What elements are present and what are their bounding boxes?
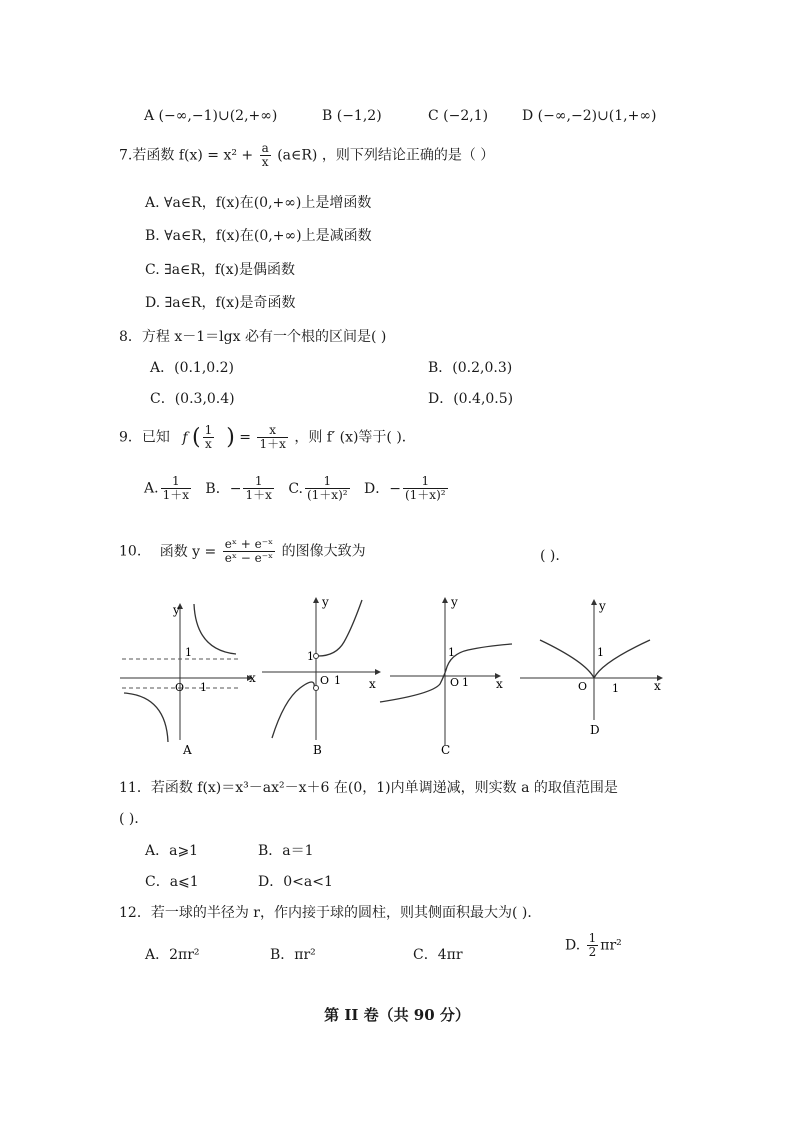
q9-opt-d-label: D．− bbox=[364, 480, 401, 497]
q10-fraction bbox=[223, 538, 275, 565]
graph-d-curve-left bbox=[540, 640, 594, 678]
graph-d bbox=[520, 599, 662, 737]
q9-opt-d-den: (1＋x)² bbox=[404, 488, 446, 503]
graph-c bbox=[380, 595, 512, 757]
q12-opt-d-suffix: πr² bbox=[600, 937, 622, 954]
q11-option-b: B．a＝1 bbox=[258, 843, 314, 859]
q9-rhs-fraction bbox=[257, 424, 287, 451]
q9-opt-b-frac bbox=[243, 475, 273, 502]
q9-opt-c-num: 1 bbox=[305, 475, 350, 489]
graph-c-tick-y: 1 bbox=[448, 646, 455, 659]
q12-option-d bbox=[565, 932, 622, 959]
q8-stem: 8．方程 x－1＝lgx 必有一个根的区间是( ) bbox=[119, 329, 387, 345]
graph-a-curve-left bbox=[124, 693, 168, 742]
q12-opt-d-num: 1 bbox=[588, 931, 597, 945]
q9-equals: = bbox=[239, 429, 252, 446]
q9-rhs-num: x bbox=[257, 424, 287, 438]
q9-opt-d-frac bbox=[403, 475, 448, 502]
q9-opt-a-label: A. bbox=[144, 480, 159, 497]
graph-c-y-label: y bbox=[451, 595, 458, 609]
graph-b bbox=[262, 595, 380, 757]
q10-frac-den: eˣ − e⁻ˣ bbox=[224, 551, 274, 566]
q9-stem: 9．已知 f ( $\frac{1}{x}$ ) = $\frac{x}{1+x}$ ，则 f′ (x)等于( )． bbox=[119, 423, 416, 452]
q11-stem: 11．若函数 f(x)＝x³－ax²－x＋6 在(0，1)内单调递减，则实数 a 的取值范围是 bbox=[119, 780, 618, 796]
q6-option-d: D (−∞,−2)∪(1,+∞) bbox=[522, 108, 657, 124]
q7-stem bbox=[119, 142, 494, 169]
q12-stem: 12．若一球的半径为 r，作内接于球的圆柱，则其侧面积最大为( )． bbox=[119, 905, 542, 921]
q7-fraction bbox=[260, 142, 271, 169]
graph-b-open-point-bottom bbox=[314, 686, 319, 691]
graph-a-tick-y: 1 bbox=[185, 646, 192, 659]
graph-d-origin: O bbox=[578, 680, 588, 693]
q10-paren: ( ). bbox=[540, 548, 560, 564]
graph-c-origin: O bbox=[450, 676, 460, 689]
q7-option-d: D. ∃a∈R，f(x)是奇函数 bbox=[145, 295, 296, 311]
q9-opt-d-num: 1 bbox=[403, 475, 448, 489]
graph-d-tick-x: 1 bbox=[612, 682, 619, 695]
q12-option-a: A．2πr² bbox=[145, 947, 200, 963]
graph-b-curve-left bbox=[272, 682, 314, 738]
q9-lhs-den: x bbox=[205, 437, 212, 452]
q7-frac-num: a bbox=[261, 141, 269, 155]
q10-graphs bbox=[0, 590, 794, 770]
q8-option-d: D．(0.4,0.5) bbox=[428, 391, 514, 407]
graph-a-tick-x: 1 bbox=[200, 681, 207, 694]
q9-opt-c-label: C. bbox=[288, 480, 303, 497]
graph-d-tick-y: 1 bbox=[597, 646, 604, 659]
graph-c-curve bbox=[380, 644, 512, 702]
q10-number: 10. bbox=[119, 543, 142, 560]
graph-a-y-label: y bbox=[173, 603, 180, 617]
graph-b-tick-y: 1 bbox=[307, 650, 314, 663]
q9-suffix: ，则 f′ (x)等于( )． bbox=[294, 429, 416, 446]
q7-option-b: B. ∀a∈R，f(x)在(0,+∞)上是减函数 bbox=[145, 228, 372, 244]
q6-option-a: A (−∞,−1)∪(2,+∞) bbox=[144, 108, 278, 124]
q7-func: f(x) = x² + bbox=[178, 147, 254, 164]
graph-d-x-label: x bbox=[654, 679, 661, 693]
graph-d-y-label: y bbox=[599, 599, 606, 613]
graph-d-label: D bbox=[590, 723, 600, 737]
graph-b-origin: O bbox=[320, 674, 330, 687]
q9-rhs-den: 1＋x bbox=[259, 437, 286, 452]
q10-prefix: 函数 y = bbox=[159, 543, 217, 560]
graph-a-origin: O bbox=[175, 681, 185, 694]
graph-b-x-label: x bbox=[369, 677, 376, 691]
q7-option-c: C. ∃a∈R，f(x)是偶函数 bbox=[145, 262, 295, 278]
q8-option-b: B．(0.2,0.3) bbox=[428, 360, 513, 376]
q10-suffix: 的图像大致为 bbox=[281, 543, 366, 560]
q11-option-d: D．0<a<1 bbox=[258, 874, 333, 890]
q9-lhs-fraction bbox=[203, 424, 215, 451]
q7-option-a: A. ∀a∈R，f(x)在(0,+∞)上是增函数 bbox=[145, 195, 372, 211]
graph-b-open-point-top bbox=[314, 654, 319, 659]
graph-c-tick-x: 1 bbox=[462, 676, 469, 689]
q9-opt-b-label: B．− bbox=[205, 480, 242, 497]
graph-b-y-label: y bbox=[322, 595, 329, 609]
graph-b-label: B bbox=[313, 743, 322, 757]
q9-opt-a-den: 1＋x bbox=[162, 488, 189, 503]
graph-c-x-label: x bbox=[496, 677, 503, 691]
graph-a-curve-right bbox=[194, 604, 236, 654]
graph-a-x-label: x bbox=[249, 671, 256, 685]
q8-option-c: C．(0.3,0.4) bbox=[150, 391, 235, 407]
q11-option-c: C．a⩽1 bbox=[145, 874, 199, 890]
q12-option-c: C．4πr bbox=[413, 947, 463, 963]
q8-option-a: A．(0.1,0.2) bbox=[150, 360, 235, 376]
q9-opt-c-den: (1＋x)² bbox=[306, 488, 348, 503]
q12-opt-d-frac bbox=[587, 932, 599, 959]
q7-suffix: ，则下列结论正确的是（ ） bbox=[321, 147, 495, 164]
q9-f: f bbox=[182, 429, 188, 446]
q7-prefix: 7.若函数 bbox=[119, 147, 175, 164]
q9-opt-b-den: 1＋x bbox=[245, 488, 272, 503]
q7-domain: (a∈R) bbox=[277, 147, 318, 164]
graph-b-tick-x: 1 bbox=[334, 674, 341, 687]
q6-option-c: C (−2,1) bbox=[428, 108, 489, 124]
q9-opt-c-frac bbox=[305, 475, 350, 502]
q11-option-a: A．a⩾1 bbox=[145, 843, 199, 859]
q9-options bbox=[144, 475, 450, 502]
q12-opt-d-prefix: D. bbox=[565, 937, 581, 954]
q9-lhs-num: 1 bbox=[204, 423, 213, 437]
q10-frac-num: eˣ + e⁻ˣ bbox=[224, 537, 274, 551]
q10-stem bbox=[119, 538, 366, 565]
graph-a-label: A bbox=[183, 743, 192, 757]
q7-frac-den: x bbox=[261, 155, 269, 170]
q11-stem-continued: ( )． bbox=[119, 811, 149, 827]
q12-opt-d-den: 2 bbox=[588, 945, 597, 960]
q12-option-b: B．πr² bbox=[270, 947, 316, 963]
q9-opt-b-num: 1 bbox=[243, 475, 273, 489]
graph-a bbox=[120, 603, 256, 757]
q9-prefix: 9．已知 bbox=[119, 429, 170, 446]
q9-opt-a-frac bbox=[161, 475, 191, 502]
graph-c-label: C bbox=[441, 743, 451, 757]
q9-opt-a-num: 1 bbox=[161, 475, 191, 489]
q6-option-b: B (−1,2) bbox=[322, 108, 382, 124]
section-title: 第 II 卷（共 90 分） bbox=[324, 1006, 470, 1024]
